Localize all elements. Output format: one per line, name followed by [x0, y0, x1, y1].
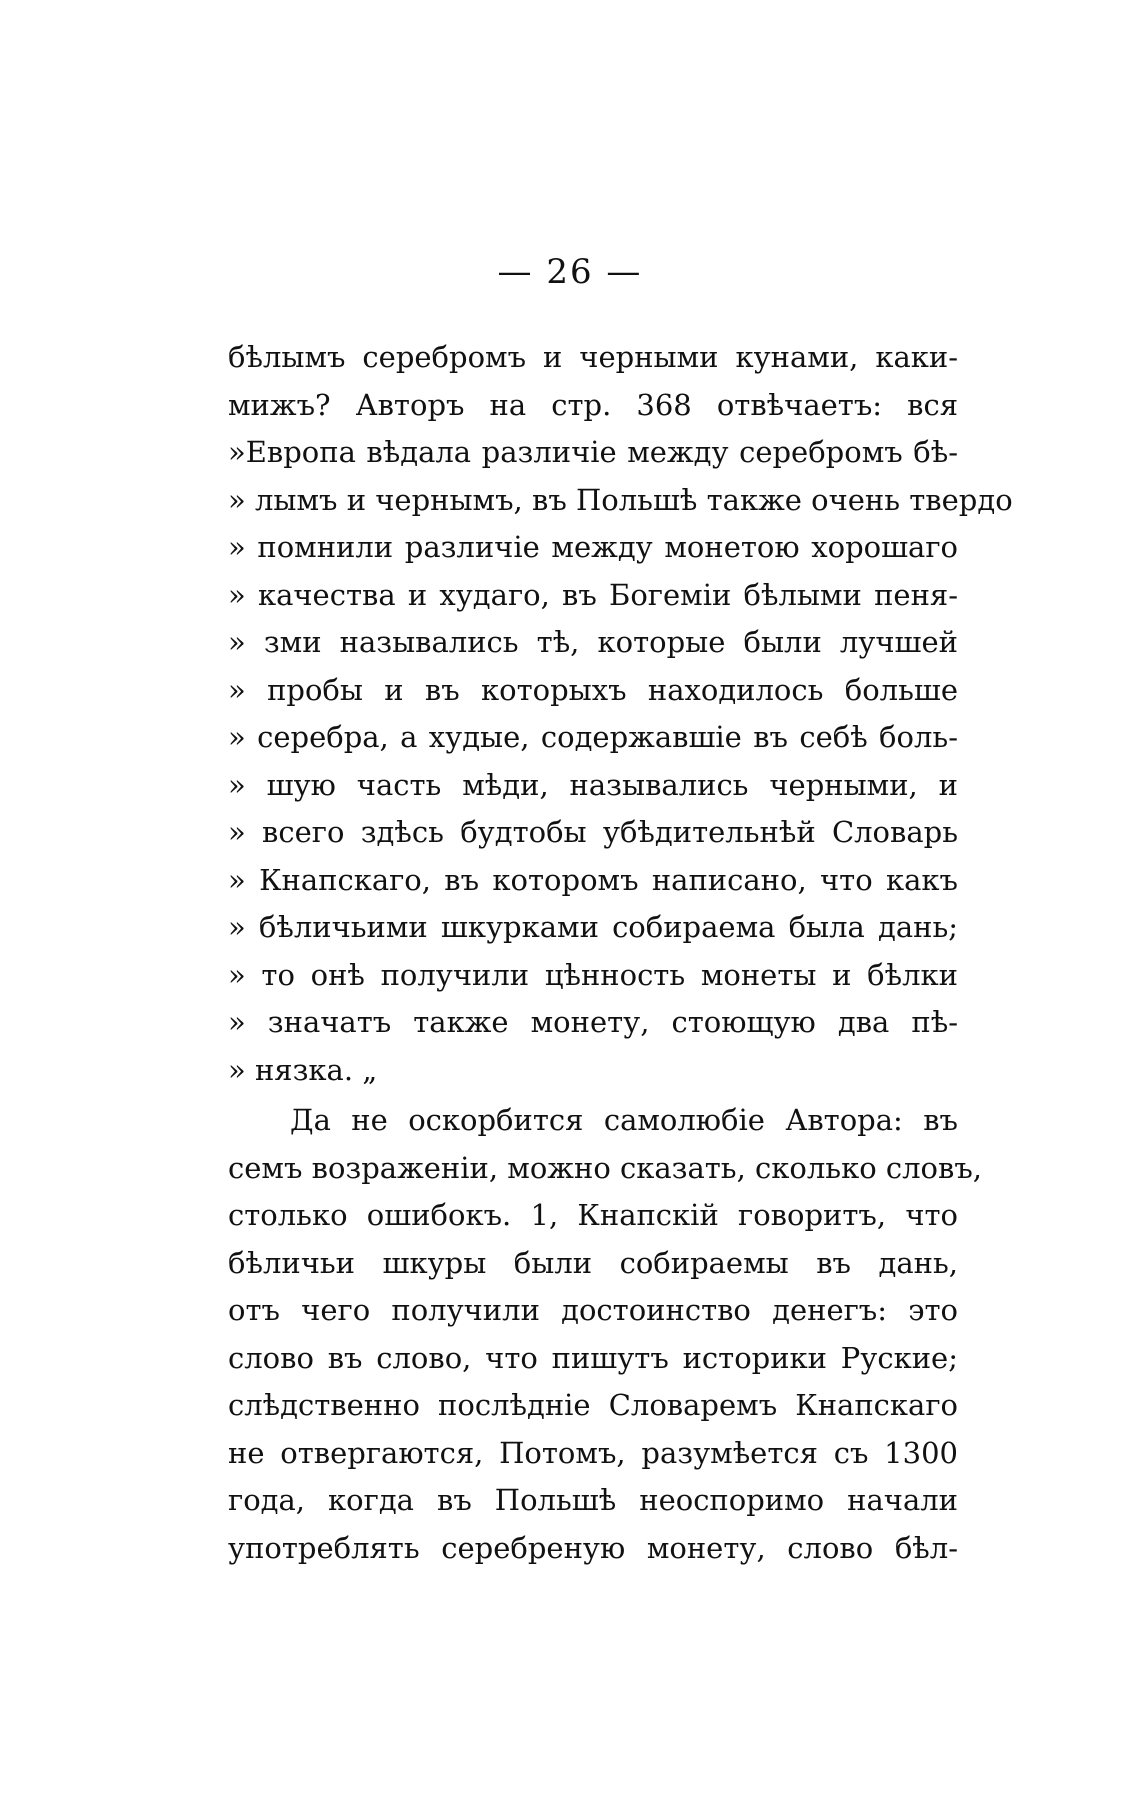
text-line: » шую часть мѣди, назывались черными, и: [228, 767, 958, 802]
text-line: слово въ слово, что пишутъ историки Руские;: [228, 1340, 958, 1375]
text-line: » лымъ и чернымъ, въ Польшѣ также очень твердо: [228, 482, 1013, 517]
text-line: » серебра, а худые, содержавшіе въ себѣ боль-: [228, 720, 958, 754]
text-line: » качества и худаго, въ Богеміи бѣлыми пеня-: [228, 577, 958, 612]
text-line: » Кнапскаго, въ которомъ написано, что какъ: [228, 862, 958, 897]
text-line: » помнили различіе между монетою хорошаго: [228, 530, 958, 564]
text-line: не отвергаются, Потомъ, разумѣется съ 1300: [228, 1435, 958, 1470]
text-line: »Европа вѣдала различіе между серебромъ бѣ-: [228, 435, 958, 469]
text-line: слѣдственно послѣдніе Словаремъ Кнапскаго: [228, 1388, 958, 1422]
text-line: бѣличьи шкуры были собираемы въ дань,: [228, 1245, 958, 1280]
text-line: » зми назывались тѣ, которые были лучшей: [228, 625, 958, 659]
text-line: » значатъ также монету, стоющую два пѣ-: [228, 1005, 958, 1039]
text-line: употреблять серебреную монету, слово бѣл-: [228, 1530, 958, 1565]
body-text: [228, 334, 1013, 1572]
text-line: » нязка. „: [228, 1052, 378, 1087]
text-line: » то онѣ получили цѣнность монеты и бѣлки: [228, 957, 958, 992]
text-line: бѣлымъ серебромъ и черными кунами, каки-: [228, 340, 958, 374]
text-line: Да не оскорбится самолюбіе Автора: въ: [290, 1103, 958, 1137]
page-number: — 26 —: [497, 252, 643, 292]
text-line: » пробы и въ которыхъ находилось больше: [228, 672, 958, 707]
text-line: отъ чего получили достоинство денегъ: это: [228, 1293, 958, 1327]
text-line: столько ошибокъ. 1, Кнапскій говоритъ, что: [228, 1198, 958, 1232]
text-line: года, когда въ Польшѣ неоспоримо начали: [228, 1483, 958, 1517]
text-line: » бѣличьими шкурками собираема была дань;: [228, 910, 958, 944]
text-line: семъ возраженіи, можно сказать, сколько словъ,: [228, 1150, 982, 1185]
text-line: мижъ? Авторъ на стр. 368 отвѣчаетъ: вся: [228, 387, 958, 422]
text-line: » всего здѣсь будтобы убѣдительнѣй Словарь: [228, 815, 958, 849]
